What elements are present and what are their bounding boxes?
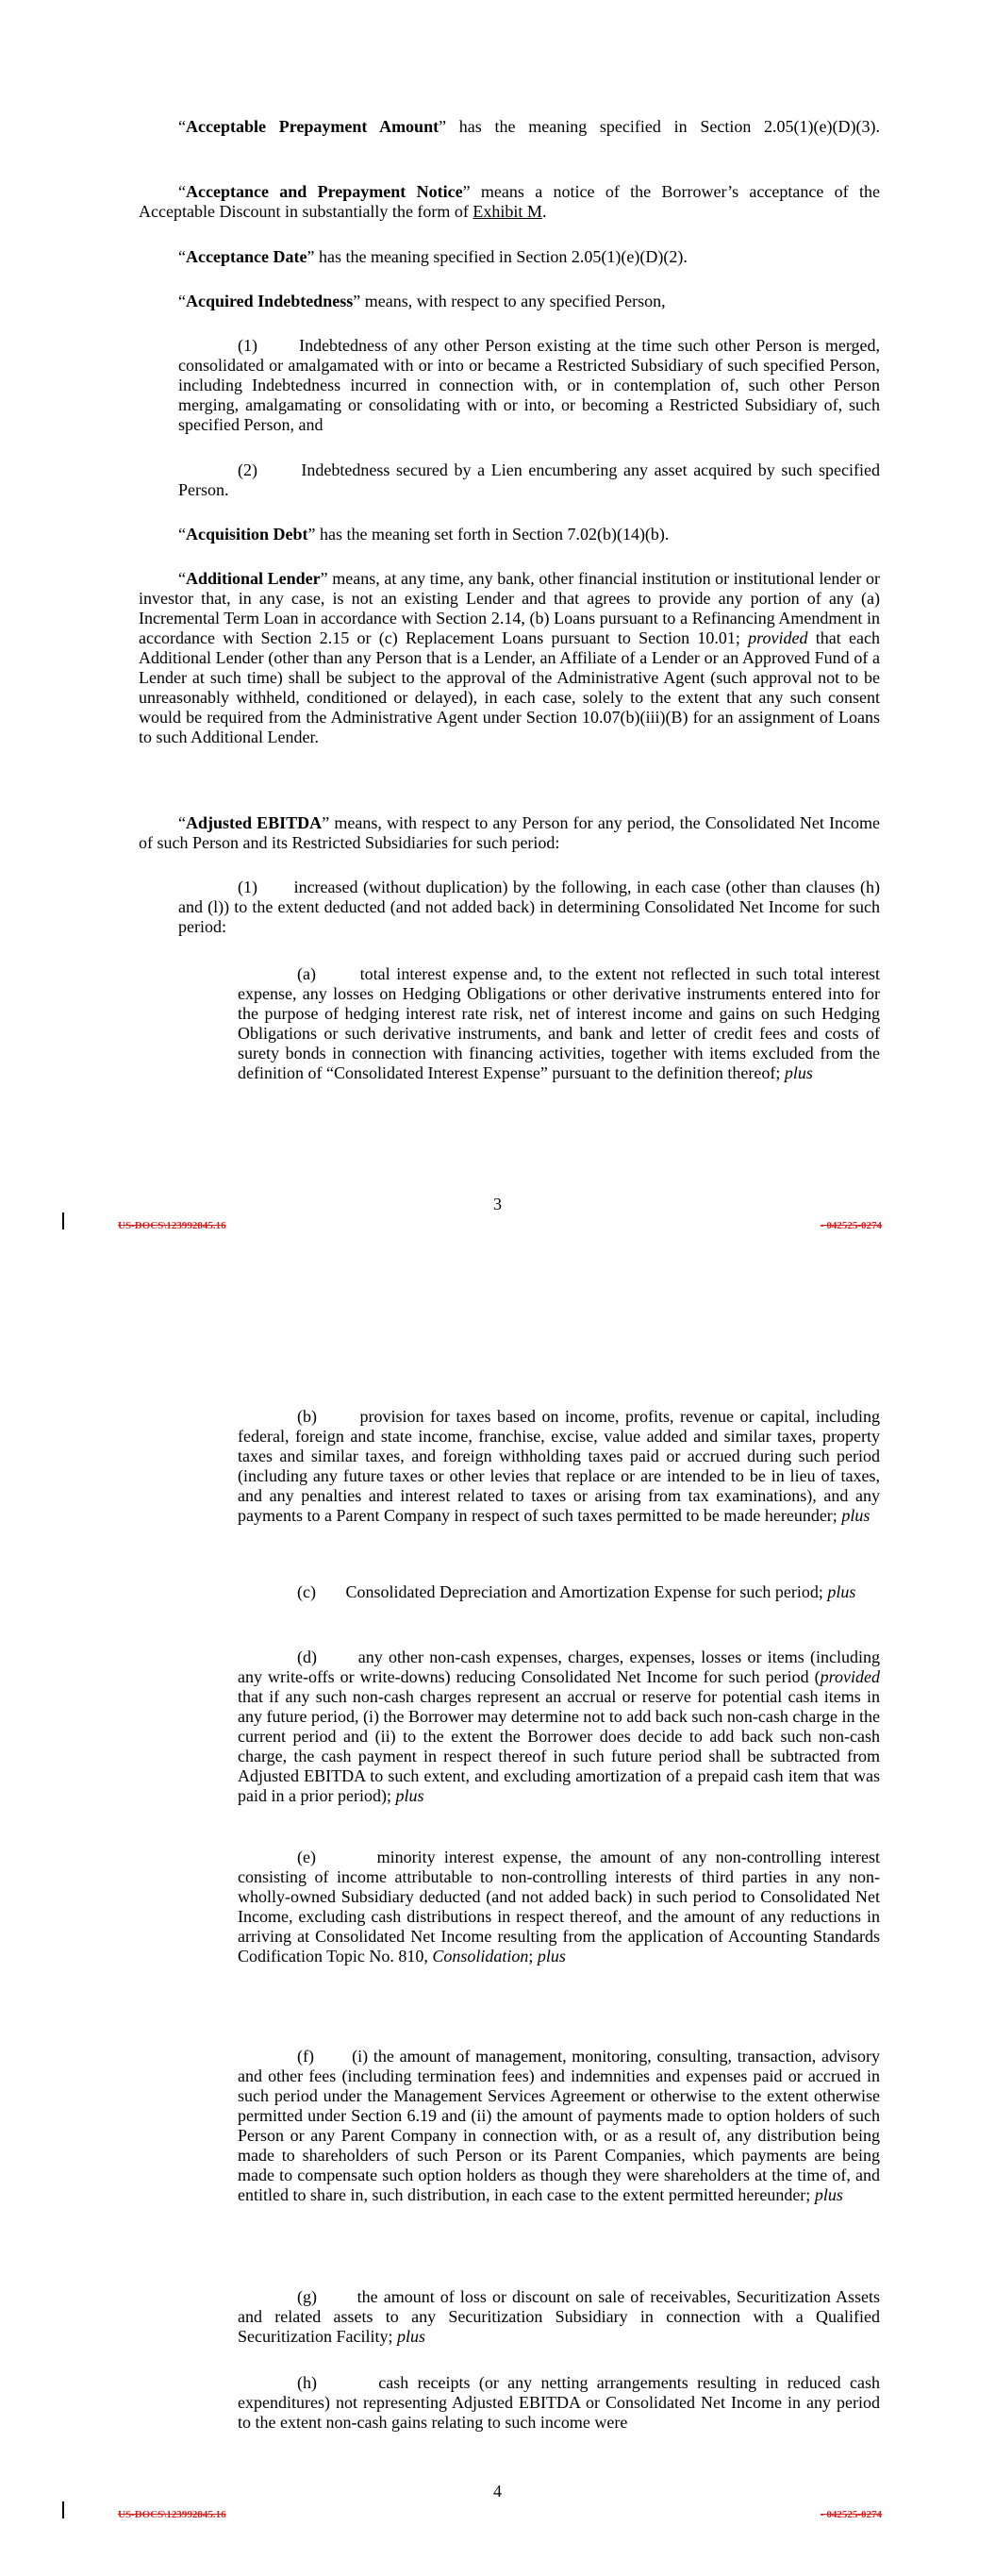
adjusted-ebitda-clause-a: (a) total interest expense and, to the extent not reflected in such total interest expense, any losses on Hedging Obligations or other derivative instruments entered into for the purpose of hedging interest rate risk, net of interest income and gains on such Hedging Obligations or such derivative instruments, and bank and letter of credit fees and costs of surety bonds in connection with financing activities, together with items excluded from the definition of “Consolidated Interest Expense” pursuant to the definition thereof; plus	[238, 964, 885, 1082]
definition-acquisition-debt: “Acquisition Debt” has the meaning set forth in Section 7.02(b)(14)(b).	[178, 525, 670, 544]
adjusted-ebitda-clause-h: (h) cash receipts (or any netting arrangements resulting in reduced cash expenditures) not representing Adjusted EBITDA or Consolidated Net Income in any period to the extent non-cash gains relating to such income were	[238, 2373, 885, 2432]
definition-acceptable-prepayment-amount: “Acceptable Prepayment Amount” has the meaning specified in Section 2.05(1)(e)(D)(3).	[178, 117, 880, 136]
definition-adjusted-ebitda: “Adjusted EBITDA” means, with respect to any Person for any period, the Consolidated Net Income of such Person and its Restricted Subsidiaries for such period:	[139, 813, 880, 852]
defined-term: Adjusted EBITDA	[186, 813, 323, 832]
page-number: 4	[493, 2482, 502, 2501]
footer-matter-number: - 042525-0274	[820, 1220, 882, 1231]
adjusted-ebitda-clause-b: (b) provision for taxes based on income, profits, revenue or capital, including federal, foreign and state income, franchise, excise, value added and similar taxes, property taxes and similar taxes, and foreign withholding taxes paid or accrued during such period (including any future taxes or other levies that replace or are intended to be in lieu of taxes, and any penalties and interest related to taxes or arising from tax examinations), and any payments to a Parent Company in respect of such taxes permitted to be made hereunder; plus	[238, 1407, 885, 1525]
adjusted-ebitda-clause-e: (e) minority interest expense, the amount of any non-controlling interest consisting of income attributable to non-controlling interests of third parties in any non-wholly-owned Subsidiary deducted (and not added back) in such period to Consolidated Net Income, excluding cash distributions in respect thereof, and the amount of any reductions in arriving at Consolidated Net Income resulting from the application of Accounting Standards Codification Topic No. 810, Consolidation; plus	[238, 1848, 885, 1965]
definition-additional-lender: “Additional Lender” means, at any time, any bank, other financial institution or institutional lender or investor that, in any case, is not an existing Lender and that agrees to provide any portion of any (a) Incremental Term Loan in accordance with Section 2.14, (b) Loans pursuant to a Refinancing Amendment in accordance with Section 2.15 or (c) Replacement Loans pursuant to Section 10.01; provided that each Additional Lender (other than any Person that is a Lender, an Affiliate of a Lender or an Approved Fund of a Lender at such time) shall be subject to the approval of the Administrative Agent (such approval not to be unreasonably withheld, conditioned or delayed), in each case, solely to the extent that any such consent would be required from the Administrative Agent under Section 10.07(b)(iii)(B) for an assignment of Loans to such Additional Lender.	[139, 569, 880, 746]
adjusted-ebitda-clause-1: (1) increased (without duplication) by the following, in each case (other than clauses (h) and (l)) to the extent deducted (and not added back) in determining Consolidated Net Income for such period:	[178, 878, 885, 936]
adjusted-ebitda-clause-g: (g) the amount of loss or discount on sale of receivables, Securitization Assets and related assets to any Securitization Subsidiary in connection with a Qualified Securitization Facility; plus	[238, 2287, 885, 2346]
definition-acquired-indebtedness: “Acquired Indebtedness” means, with respect to any specified Person,	[178, 292, 666, 310]
defined-term: Acceptance Date	[186, 247, 307, 266]
adjusted-ebitda-clause-d: (d) any other non-cash expenses, charges, expenses, losses or items (including any write-offs or write-downs) reducing Consolidated Net Income for such period (provided that if any such non-cash charges represent an accrual or reserve for potential cash items in any future period, (i) the Borrower may determine not to add back such non-cash charge in the current period and (ii) to the extent the Borrower does decide to add back such non-cash charge, the cash payment in respect thereof in such future period shall be subtracted from Adjusted EBITDA to such extent, and excluding amortization of a prepaid cash item that was paid in a prior period); plus	[238, 1648, 885, 1805]
exhibit-reference: Exhibit M	[473, 202, 542, 221]
page-number: 3	[493, 1195, 502, 1213]
defined-term: Acquisition Debt	[186, 525, 308, 544]
acquired-indebtedness-clause-2: (2) Indebtedness secured by a Lien encumbering any asset acquired by such specified Person.	[178, 460, 885, 499]
footer-matter-number: - 042525-0274	[820, 2509, 882, 2520]
document-page-4	[0, 1288, 995, 2576]
footer-doc-id: US-DOCS\123992845.16	[118, 2509, 226, 2520]
defined-term: Acceptance and Prepayment Notice	[186, 182, 463, 201]
defined-term: Acquired Indebtedness	[186, 292, 354, 310]
footer-doc-id: US-DOCS\123992845.16	[118, 1220, 226, 1231]
adjusted-ebitda-clause-c: (c) Consolidated Depreciation and Amortization Expense for such period; plus	[297, 1582, 856, 1601]
change-bar	[62, 1213, 64, 1229]
acquired-indebtedness-clause-1: (1) Indebtedness of any other Person existing at the time such other Person is merged, consolidated or amalgamated with or into or became a Restricted Subsidiary of such specified Person, including Indebtedness incurred in connection with, or in contemplation of, such other Person merging, amalgamating or consolidating with or into, or becoming a Restricted Subsidiary of, such specified Person, and	[178, 336, 885, 434]
defined-term: Acceptable Prepayment Amount	[186, 117, 439, 136]
definition-acceptance-and-prepayment-notice: “Acceptance and Prepayment Notice” means a notice of the Borrower’s acceptance of the Acceptable Discount in substantially the form of Exhibit M.	[139, 182, 880, 221]
change-bar	[62, 2501, 64, 2518]
defined-term: Additional Lender	[186, 569, 321, 588]
definition-acceptance-date: “Acceptance Date” has the meaning specified in Section 2.05(1)(e)(D)(2).	[178, 247, 688, 266]
adjusted-ebitda-clause-f: (f) (i) the amount of management, monitoring, consulting, transaction, advisory and other fees (including termination fees) and indemnities and expenses paid or accrued in such period under the Management Services Agreement or otherwise to the extent otherwise permitted under Section 6.19 and (ii) the amount of payments made to option holders of such Person or any Parent Company in connection with, or as a result of, any distribution being made to shareholders of such Person or its Parent Companies, which payments are being made to compensate such option holders as though they were shareholders at the time of, and entitled to share in, such distribution, in each case to the extent permitted hereunder; plus	[238, 2047, 885, 2204]
